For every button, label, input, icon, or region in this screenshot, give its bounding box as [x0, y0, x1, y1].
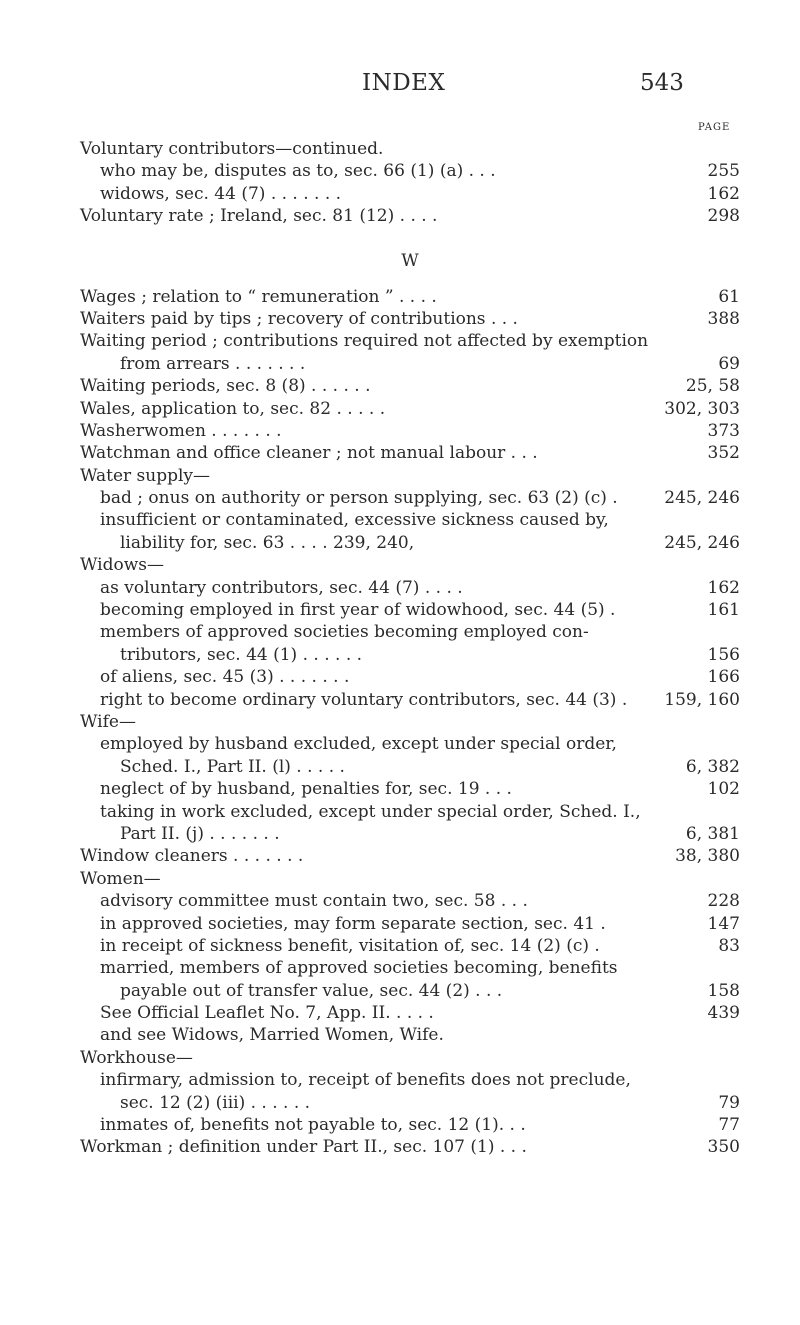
index-entry [80, 1047, 740, 1069]
entry-text: Widows— [80, 555, 165, 576]
entry-page-ref: 439 [707, 1003, 740, 1024]
entry-page-ref: 77 [718, 1115, 740, 1136]
entry-page-ref: 162 [707, 577, 740, 598]
section-letter: W [401, 250, 419, 271]
index-entry [80, 845, 740, 867]
entry-text: liability for, sec. 63 . . . . 239, 240, [120, 532, 415, 553]
entry-text: Waiters paid by tips ; recovery of contributions . . . [80, 308, 518, 329]
entry-text: Part II. (j) . . . . . . . [120, 823, 280, 844]
entry-text: Water supply— [80, 465, 211, 486]
index-entry [80, 330, 740, 352]
index-entry [80, 778, 740, 800]
entry-text: widows, sec. 44 (7) . . . . . . . [100, 183, 342, 204]
entry-page-ref: 161 [707, 600, 740, 621]
entry-text: tributors, sec. 44 (1) . . . . . . [120, 644, 363, 665]
entry-text: Washerwomen . . . . . . . [80, 420, 282, 441]
entry-text: Sched. I., Part II. (l) . . . . . [120, 756, 345, 777]
entry-page-ref: 245, 246 [664, 488, 740, 509]
index-entry [80, 205, 740, 227]
entry-text: infirmary, admission to, receipt of benefits does not preclude, [100, 1070, 631, 1091]
entry-page-ref: 159, 160 [664, 689, 740, 710]
index-entry [80, 183, 740, 205]
entry-text: right to become ordinary voluntary contributors, sec. 44 (3) . [100, 689, 628, 710]
entry-text: Voluntary contributors—continued. [80, 139, 384, 159]
entry-text: Workhouse— [80, 1047, 193, 1068]
index-entry [80, 308, 740, 330]
entry-text: as voluntary contributors, sec. 44 (7) . . . . [100, 577, 463, 598]
index-entry [80, 801, 740, 823]
index-entry [80, 756, 740, 778]
entry-page-ref: 83 [718, 935, 740, 956]
entry-text: neglect of by husband, penalties for, sec. 19 . . . [100, 779, 512, 800]
entry-page-ref: 245, 246 [664, 532, 740, 553]
entry-text: Waiting periods, sec. 8 (8) . . . . . . [80, 376, 371, 397]
entry-page-ref: 388 [707, 308, 740, 329]
entry-page-ref: 102 [707, 779, 740, 800]
entry-text: payable out of transfer value, sec. 44 (2) . . . [120, 980, 503, 1001]
entry-page-ref: 228 [707, 891, 740, 912]
header-title: INDEX [362, 70, 446, 96]
entry-text: sec. 12 (2) (iii) . . . . . . [120, 1092, 311, 1113]
entry-page-ref: 6, 382 [685, 756, 740, 777]
entry-page-ref: 69 [718, 353, 740, 374]
header-page-number: 543 [640, 70, 684, 96]
index-entry [80, 890, 740, 912]
index-entry [80, 1092, 740, 1114]
entry-page-ref: 162 [707, 183, 740, 204]
entry-text: Watchman and office cleaner ; not manual labour . . . [80, 443, 538, 464]
page-column-label: PAGE [698, 122, 731, 133]
entry-text: advisory committee must contain two, sec. 58 . . . [100, 891, 528, 912]
index-entry [80, 689, 740, 711]
entry-text: Voluntary rate ; Ireland, sec. 81 (12) . . . . [80, 206, 438, 227]
entry-page-ref: 38, 380 [675, 846, 740, 867]
entry-text: Waiting period ; contributions required not affected by exemption [80, 331, 649, 352]
entry-text: employed by husband excluded, except under special order, [100, 734, 617, 755]
index-entry [80, 1002, 740, 1024]
page-header [0, 70, 800, 110]
index-entry [80, 1069, 740, 1091]
index-entry [80, 1114, 740, 1136]
entry-page-ref: 255 [707, 161, 740, 182]
entry-text: members of approved societies becoming employed con- [100, 622, 589, 643]
index-entries [80, 138, 740, 1159]
index-entry [80, 554, 740, 576]
index-entry [80, 532, 740, 554]
index-entry [80, 621, 740, 643]
index-entry [80, 286, 740, 308]
index-entry [80, 398, 740, 420]
entry-page-ref: 6, 381 [685, 823, 740, 844]
entry-text: Wales, application to, sec. 82 . . . . . [80, 398, 386, 419]
entry-text: Women— [80, 868, 161, 889]
index-entry [80, 420, 740, 442]
index-entry [80, 868, 740, 890]
index-entry [80, 599, 740, 621]
index-entry [80, 353, 740, 375]
entry-page-ref: 79 [718, 1092, 740, 1113]
index-entry [80, 935, 740, 957]
entry-page-ref: 166 [707, 667, 740, 688]
index-entry [80, 913, 740, 935]
entry-text: in approved societies, may form separate section, sec. 41 . [100, 913, 606, 934]
entry-text: becoming employed in first year of widowhood, sec. 44 (5) . [100, 600, 616, 621]
entry-page-ref: 302, 303 [664, 398, 740, 419]
index-entry [80, 980, 740, 1002]
index-entry [80, 733, 740, 755]
index-entry [80, 509, 740, 531]
entry-text: Wages ; relation to “ remuneration ” . . . . [80, 286, 437, 307]
entry-text: inmates of, benefits not payable to, sec. 12 (1). . . [100, 1115, 526, 1136]
index-entry [80, 138, 740, 160]
index-entry [80, 957, 740, 979]
entry-page-ref: 350 [707, 1137, 740, 1158]
entry-text: in receipt of sickness benefit, visitation of, sec. 14 (2) (c) . [100, 935, 600, 956]
entry-text: bad ; onus on authority or person supplying, sec. 63 (2) (c) . [100, 488, 618, 509]
index-entry [80, 577, 740, 599]
index-entry [80, 487, 740, 509]
entry-page-ref: 158 [707, 980, 740, 1001]
entry-page-ref: 147 [707, 913, 740, 934]
index-entry [80, 644, 740, 666]
entry-text: and see Widows, Married Women, Wife. [100, 1025, 444, 1046]
entry-page-ref: 352 [707, 443, 740, 464]
entry-text: who may be, disputes as to, sec. 66 (1) (a) . . . [100, 161, 496, 182]
index-entry [80, 823, 740, 845]
entry-text: insufficient or contaminated, excessive sickness caused by, [100, 510, 609, 531]
entry-page-ref: 298 [707, 206, 740, 227]
entry-text: married, members of approved societies becoming, benefits [100, 958, 618, 979]
index-entry [80, 666, 740, 688]
entry-page-ref: 25, 58 [685, 376, 740, 397]
entry-text: of aliens, sec. 45 (3) . . . . . . . [100, 667, 350, 688]
index-entry [80, 160, 740, 182]
index-entry [80, 465, 740, 487]
index-entry [80, 442, 740, 464]
entry-text: taking in work excluded, except under special order, Sched. I., [100, 801, 641, 822]
entry-text: See Official Leaflet No. 7, App. II. . . . . [100, 1003, 434, 1024]
index-entry [80, 711, 740, 733]
entry-text: Window cleaners . . . . . . . [80, 846, 304, 867]
entry-page-ref: 61 [718, 286, 740, 307]
entry-text: Wife— [80, 711, 136, 732]
entry-text: Workman ; definition under Part II., sec. 107 (1) . . . [80, 1137, 527, 1158]
entry-text: from arrears . . . . . . . [120, 353, 306, 374]
entry-page-ref: 156 [707, 644, 740, 665]
entry-page-ref: 373 [707, 420, 740, 441]
index-entry [80, 1136, 740, 1158]
index-entry [80, 1024, 740, 1046]
index-entry [80, 375, 740, 397]
